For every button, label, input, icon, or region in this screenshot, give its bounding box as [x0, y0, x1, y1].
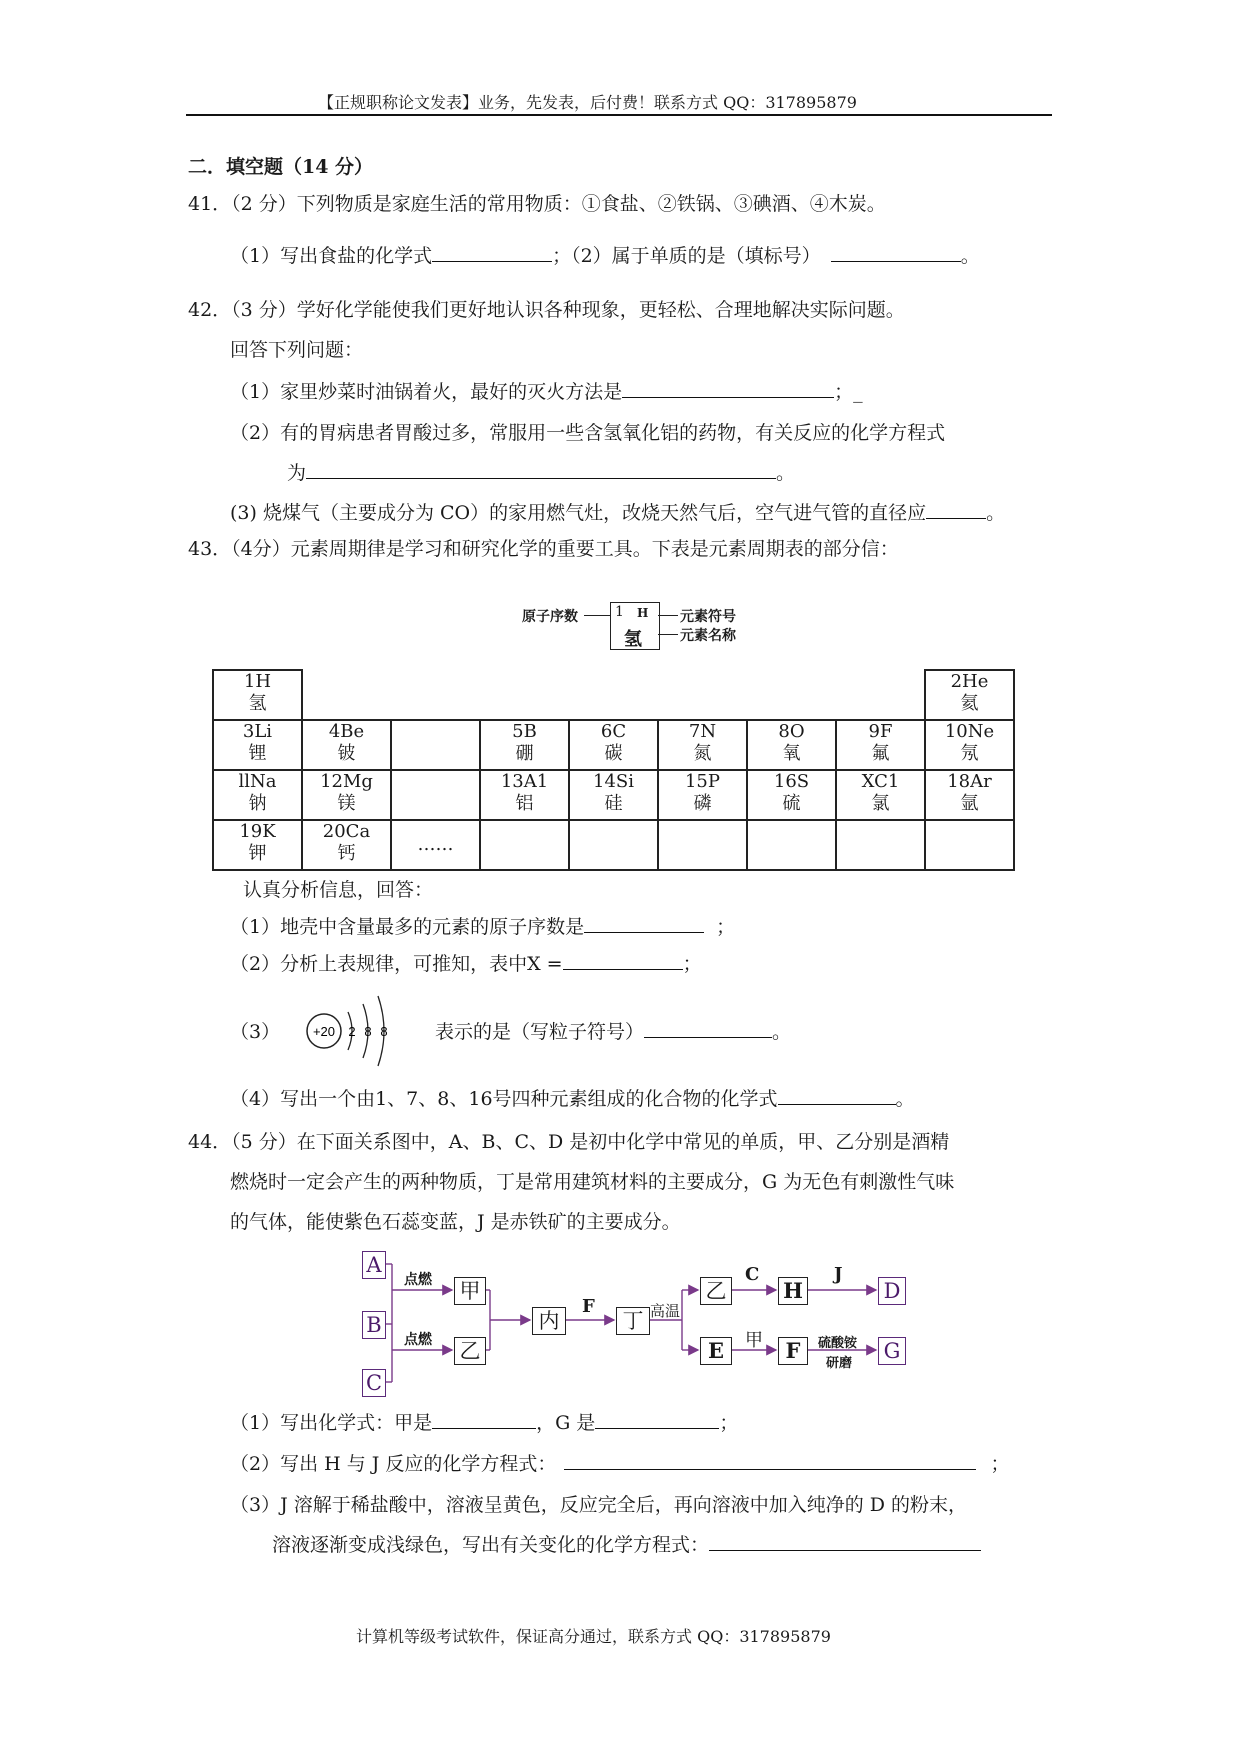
- q43-p1-end: ；: [716, 916, 736, 938]
- answer-blank[interactable]: [778, 1086, 896, 1105]
- q43-p4-end: 。: [895, 1088, 915, 1110]
- periodic-table: [212, 669, 1015, 871]
- cell-k: 19K 钾: [213, 820, 302, 870]
- cell-na: llNa 钠: [213, 770, 302, 820]
- ion-shell-1: 2: [348, 1024, 356, 1039]
- cell-f: 9F 氟: [836, 720, 925, 770]
- element-legend: [522, 600, 782, 656]
- label-c: C: [745, 1264, 760, 1285]
- node-b: B: [362, 1311, 386, 1339]
- cell-empty: [836, 670, 925, 720]
- q41-p1-text: （1）写出食盐的化学式: [230, 245, 433, 267]
- ion-structure-diagram: [300, 990, 410, 1072]
- q42-part3: [230, 500, 1005, 526]
- q44-p1-end: ；: [719, 1412, 739, 1434]
- label-jia: 甲: [745, 1330, 763, 1351]
- page-header: 【正规职称论文发表】业务，先发表，后付费！联系方式 QQ：317895879: [318, 93, 857, 112]
- ion-shell-3: 8: [380, 1024, 388, 1039]
- cell-mg: 12Mg 镁: [302, 770, 391, 820]
- cell-be: 4Be 铍: [302, 720, 391, 770]
- node-bing: 内: [532, 1307, 566, 1335]
- q41-stem: 41．（2 分）下列物质是家庭生活的常用物质：①食盐、②铁锅、③碘酒、④木炭。: [188, 193, 886, 215]
- q43-p2-text: （2）分析上表规律，可推知，表中X =: [230, 953, 563, 975]
- answer-blank[interactable]: [926, 500, 986, 519]
- answer-blank[interactable]: [709, 1532, 981, 1551]
- legend-line-name: [658, 634, 678, 635]
- cell-empty: [569, 820, 658, 870]
- label-gaowen: 高温: [650, 1302, 681, 1320]
- cell-si: 14Si 硅: [569, 770, 658, 820]
- q44-p2-end: ；: [990, 1453, 1010, 1475]
- q43-p3-text: 表示的是（写粒子符号）: [435, 1021, 645, 1043]
- q43-intro: 认真分析信息，回答：: [243, 879, 434, 901]
- q42-p3-end: 。: [986, 502, 1006, 524]
- cell-li: 3Li 锂: [213, 720, 302, 770]
- node-h: H: [778, 1277, 808, 1305]
- cell-empty: [658, 670, 747, 720]
- q43-part2: [230, 951, 702, 977]
- legend-sym: H: [637, 606, 649, 620]
- q43-p3-end: 。: [772, 1021, 792, 1043]
- label-ammonium-sulfate: 硫酸铵: [818, 1336, 858, 1351]
- q44-part3b: [272, 1532, 981, 1558]
- cell-o: 8O 氧: [747, 720, 836, 770]
- cell-empty: [480, 670, 569, 720]
- answer-blank[interactable]: [595, 1410, 719, 1429]
- q41-part1: [230, 243, 980, 269]
- cell-p: 15P 磷: [658, 770, 747, 820]
- q44-stem-1: 44．（5 分）在下面关系图中，A、B、C、D 是初中化学中常见的单质，甲、乙分别是酒精: [188, 1131, 950, 1153]
- legend-num: 1: [615, 604, 624, 620]
- answer-blank[interactable]: [622, 379, 834, 398]
- cell-empty: [302, 670, 391, 720]
- q43-part3: [435, 1019, 791, 1045]
- q44-stem-2: 燃烧时一定会产生的两种物质，丁是常用建筑材料的主要成分，G 为无色有刺激性气味: [230, 1171, 955, 1193]
- label-ignite-2: 点燃: [404, 1332, 432, 1348]
- cell-empty: [569, 670, 658, 720]
- relationship-diagram: [360, 1248, 930, 1398]
- q43-p4-text: （4）写出一个由1、7、8、16号四种元素组成的化合物的化学式: [230, 1088, 778, 1110]
- node-f: F: [778, 1337, 808, 1365]
- q43-part1: [230, 914, 735, 940]
- page-footer: 计算机等级考试软件，保证高分通过，联系方式 QQ：317895879: [356, 1627, 831, 1646]
- legend-name-label: 元素名称: [680, 628, 736, 644]
- node-g: G: [878, 1337, 906, 1365]
- label-f: F: [582, 1296, 595, 1317]
- node-ding: 丁: [616, 1307, 650, 1335]
- cell-ellipsis: ……: [391, 820, 480, 870]
- legend-line-sym: [658, 615, 678, 616]
- answer-blank[interactable]: [831, 243, 961, 262]
- q44-stem-3: 的气体，能使紫色石蕊变蓝，J 是赤铁矿的主要成分。: [230, 1211, 681, 1233]
- q41-p1b-text: ；（2）属于单质的是（填标号）: [552, 245, 821, 267]
- answer-blank[interactable]: [432, 243, 552, 262]
- answer-blank[interactable]: [563, 951, 683, 970]
- q44-part1: [230, 1410, 738, 1436]
- q41-end: 。: [960, 245, 980, 267]
- section-title: 二．填空题（14 分）: [188, 156, 374, 178]
- q44-p2-text: （2）写出 H 与 J 反应的化学方程式：: [230, 1453, 557, 1475]
- cell-empty: [747, 820, 836, 870]
- node-jia: 甲: [454, 1277, 486, 1305]
- node-a: A: [362, 1251, 386, 1279]
- answer-blank[interactable]: [564, 1451, 976, 1470]
- q44-part3a: （3）J 溶解于稀盐酸中，溶液呈黄色，反应完全后，再向溶液中加入纯净的 D 的粉末，: [230, 1494, 968, 1516]
- q42-p3-text: (3) 烧煤气（主要成分为 CO）的家用燃气灶，改烧天然气后，空气进气管的直径应: [230, 502, 927, 524]
- q42-part2: （2）有的胃病患者胃酸过多，常服用一些含氢氧化铝的药物，有关反应的化学方程式: [230, 422, 946, 444]
- q42-part2b: [287, 460, 795, 486]
- answer-blank[interactable]: [584, 914, 704, 933]
- q42-p2b-text: 为: [287, 462, 307, 484]
- q43-part4: [230, 1086, 915, 1112]
- label-j: J: [834, 1264, 843, 1285]
- cell-empty: [925, 820, 1014, 870]
- cell-he: 2He 氦: [925, 670, 1014, 720]
- node-yi: 乙: [454, 1337, 486, 1365]
- q42-p1-end: ；_: [834, 381, 863, 403]
- q42-part1: [230, 379, 863, 405]
- ion-nucleus: +20: [312, 1024, 336, 1039]
- q42-p2-end: 。: [776, 462, 796, 484]
- cell-empty: [658, 820, 747, 870]
- cell-ar: 18Ar 氩: [925, 770, 1014, 820]
- cell-c: 6C 碳: [569, 720, 658, 770]
- ion-shell-2: 8: [364, 1024, 372, 1039]
- q44-p1b-text: ，G 是: [536, 1412, 596, 1434]
- cell-empty: [391, 670, 480, 720]
- node-yi-2: 乙: [700, 1277, 732, 1305]
- q44-p1-text: （1）写出化学式：甲是: [230, 1412, 433, 1434]
- q42-intro: 回答下列问题：: [230, 339, 364, 361]
- legend-atomic-number-label: 原子序数: [522, 609, 578, 625]
- cell-gap: [391, 770, 480, 820]
- cell-gap: [391, 720, 480, 770]
- legend-line-left: [584, 615, 610, 616]
- q44-p3b-text: 溶液逐渐变成浅绿色，写出有关变化的化学方程式：: [272, 1534, 710, 1556]
- legend-name: 氢: [624, 629, 642, 650]
- q42-stem: 42．（3 分）学好化学能使我们更好地认识各种现象，更轻松、合理地解决实际问题。: [188, 299, 905, 321]
- q43-stem: 43．（4分）元素周期律是学习和研究化学的重要工具。下表是元素周期表的部分信：: [188, 538, 899, 560]
- cell-h: 1H 氢: [213, 670, 302, 720]
- label-ignite-1: 点燃: [404, 1272, 432, 1288]
- node-e: E: [700, 1337, 732, 1365]
- cell-al: 13A1 铝: [480, 770, 569, 820]
- legend-cell: [610, 602, 660, 650]
- answer-blank[interactable]: [432, 1410, 536, 1429]
- cell-empty: [480, 820, 569, 870]
- cell-ne: 10Ne 氖: [925, 720, 1014, 770]
- node-c: C: [362, 1369, 386, 1397]
- q43-p2-end: ；: [682, 953, 702, 975]
- q42-p1-text: （1）家里炒菜时油锅着火，最好的灭火方法是: [230, 381, 623, 403]
- q44-part2: [230, 1451, 1009, 1477]
- header-rule: [186, 114, 1052, 116]
- cell-empty: [747, 670, 836, 720]
- label-grind: 研磨: [826, 1356, 853, 1371]
- cell-s: 16S 硫: [747, 770, 836, 820]
- node-d: D: [878, 1277, 906, 1305]
- cell-n: 7N 氮: [658, 720, 747, 770]
- cell-cl: XC1 氯: [836, 770, 925, 820]
- answer-blank[interactable]: [644, 1019, 772, 1038]
- legend-symbol-label: 元素符号: [680, 609, 736, 625]
- q43-p1-text: （1）地壳中含量最多的元素的原子序数是: [230, 916, 585, 938]
- cell-empty: [836, 820, 925, 870]
- cell-ca: 20Ca 钙: [302, 820, 391, 870]
- q43-part3-label: （3）: [230, 1021, 281, 1043]
- answer-blank[interactable]: [306, 460, 776, 479]
- cell-b: 5B 硼: [480, 720, 569, 770]
